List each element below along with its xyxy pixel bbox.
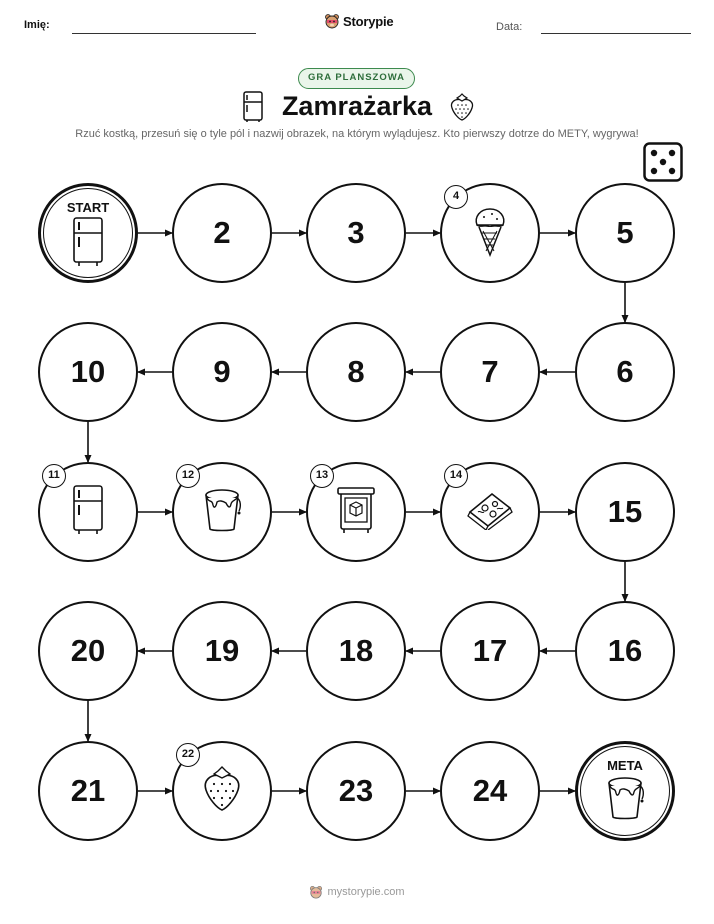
yogurt-cup-icon (201, 487, 243, 538)
tile-number: 23 (338, 773, 374, 808)
tile-badge-number: 11 (42, 464, 66, 488)
board-tile-9 (172, 322, 272, 422)
board-tile-5 (575, 183, 675, 283)
tile-number: 20 (70, 633, 106, 668)
start-tile (38, 183, 138, 283)
tile-number: 10 (70, 354, 106, 389)
footer-url: mystorypie.com (327, 886, 405, 898)
board-tile-19 (172, 601, 272, 701)
yogurt-cup-icon (604, 775, 646, 826)
board-tile-20 (38, 601, 138, 701)
board-tile-3 (306, 183, 406, 283)
ice-cream-icon (472, 205, 508, 262)
board-tile-6 (575, 322, 675, 422)
tile-number: 2 (213, 215, 231, 250)
tile-number: 19 (204, 633, 240, 668)
tile-number: 8 (347, 354, 365, 389)
tile-number: 6 (616, 354, 634, 389)
game-type-badge: GRA PLANSZOWA (298, 68, 415, 89)
tile-number: 5 (616, 215, 634, 250)
instructions-text: Rzuć kostką, przesuń się o tyle pól i nazwij obrazek, na którym wylądujesz. Kto pierwszy dotrze do METY, wygrywa! (75, 128, 639, 140)
footer (0, 885, 714, 899)
tile-number: 18 (338, 633, 374, 668)
board-tile-17 (440, 601, 540, 701)
tile-badge-number: 4 (444, 185, 468, 209)
board-tile-24 (440, 741, 540, 841)
title-text: Zamrażarka (281, 91, 433, 121)
board-tile-23 (306, 741, 406, 841)
board-tile-8 (306, 322, 406, 422)
tile-badge-number: 13 (310, 464, 334, 488)
board-tile-16 (575, 601, 675, 701)
tile-badge-number: 22 (176, 743, 200, 767)
bear-logo-icon (309, 885, 323, 899)
tile-number: 7 (481, 354, 499, 389)
board-tile-2 (172, 183, 272, 283)
finish-tile (575, 741, 675, 841)
freezer-ice-cube-icon (336, 485, 376, 540)
fridge-icon (71, 485, 105, 540)
board-tile-18 (306, 601, 406, 701)
tile-number: 24 (472, 773, 508, 808)
tile-number: 3 (347, 215, 365, 250)
tile-number: 9 (213, 354, 231, 389)
board-tile-21 (38, 741, 138, 841)
tile-number: 17 (472, 633, 508, 668)
strawberry-icon (201, 766, 243, 817)
tile-number: 15 (607, 494, 643, 529)
board-tile-15 (575, 462, 675, 562)
board-tile-10 (38, 322, 138, 422)
start-label: START (66, 200, 110, 215)
tile-number: 16 (607, 633, 643, 668)
frozen-pizza-icon (466, 490, 514, 535)
board-tile-7 (440, 322, 540, 422)
fridge-icon (71, 217, 105, 272)
tile-number: 21 (70, 773, 106, 808)
brand-name: Storypie (343, 13, 394, 29)
date-label: Data: (496, 21, 523, 33)
name-label: Imię: (24, 19, 50, 31)
finish-label: META (607, 758, 643, 773)
tile-badge-number: 12 (176, 464, 200, 488)
tile-badge-number: 14 (444, 464, 468, 488)
